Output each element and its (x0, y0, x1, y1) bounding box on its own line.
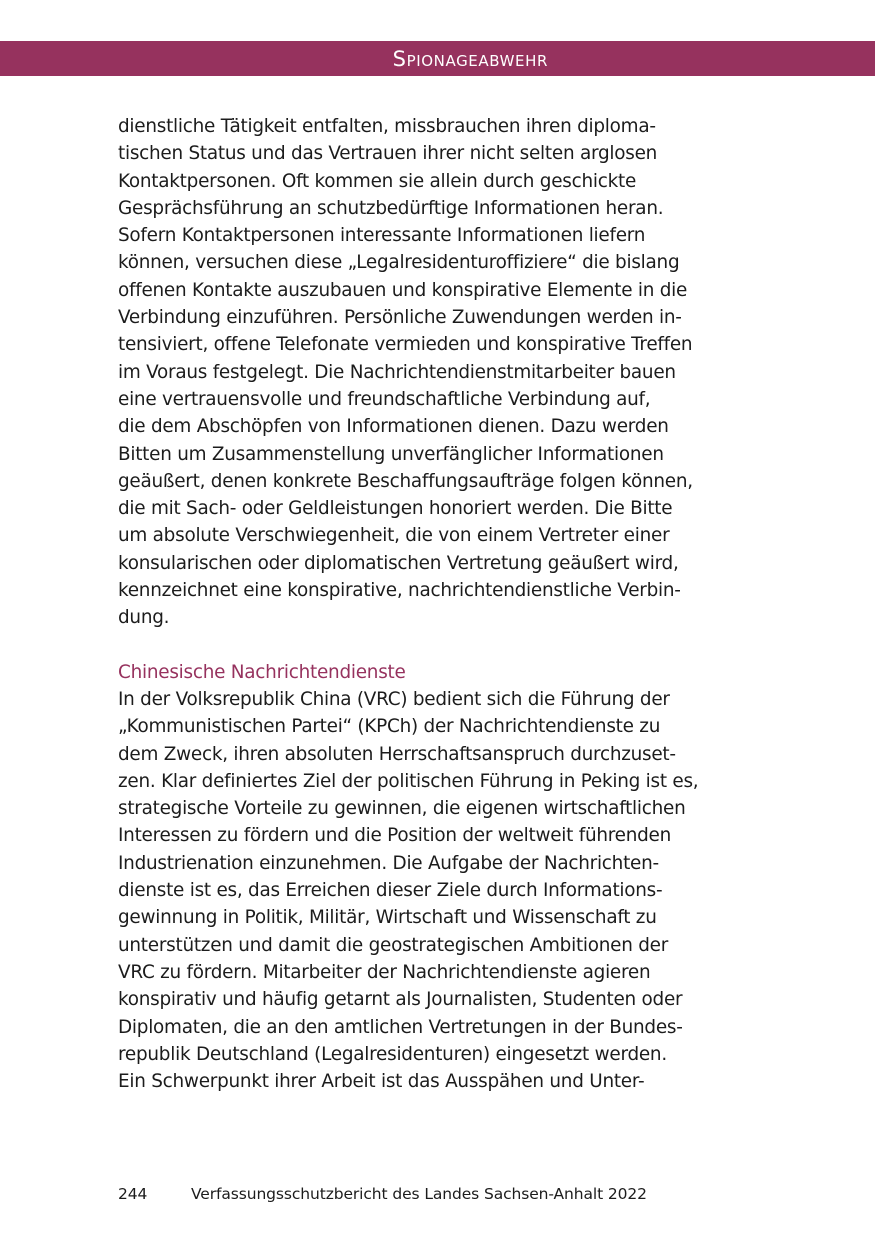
paragraph-gap (118, 632, 758, 659)
text-line: dienste ist es, das Erreichen dieser Ziele durch Informations- (118, 880, 663, 902)
text-line: Bitten um Zusammenstellung unverfänglicher Informationen (118, 443, 664, 465)
text-line: Industrienation einzunehmen. Die Aufgabe der Nachrichten- (118, 852, 659, 874)
text-line: unterstützen und damit die geostrategischen Ambitionen der (118, 934, 669, 956)
text-line: um absolute Verschwiegenheit, die von einem Vertreter einer (118, 525, 670, 547)
text-line: konsularischen oder diplomatischen Vertretung geäußert wird, (118, 552, 679, 574)
text-line: eine vertrauensvolle und freundschaftliche Verbindung auf, (118, 388, 651, 410)
publication-title: Verfassungsschutzbericht des Landes Sachsen-Anhalt 2022 (191, 1185, 647, 1203)
text-line: Kontaktpersonen. Oft kommen sie allein durch geschickte (118, 170, 637, 192)
page-content (118, 113, 758, 1095)
text-line: In der Volksrepublik China (VRC) bedient sich die Führung der (118, 688, 670, 710)
text-line: republik Deutschland (Legalresidenturen) eingesetzt werden. (118, 1043, 667, 1065)
section-title: Spionageabwehr (392, 47, 548, 71)
text-line: können, versuchen diese „Legalresidenturoffiziere“ die bislang (118, 252, 680, 274)
page-number: 244 (118, 1185, 148, 1203)
text-line: tischen Status und das Vertrauen ihrer nicht selten arglosen (118, 143, 658, 165)
text-line: offenen Kontakte auszubauen und konspirative Elemente in die (118, 279, 688, 301)
section-header-band (0, 41, 875, 76)
text-line: Ein Schwerpunkt ihrer Arbeit ist das Ausspähen und Unter- (118, 1071, 645, 1093)
text-line: VRC zu fördern. Mitarbeiter der Nachrichtendienste agieren (118, 961, 651, 983)
page-footer (118, 1182, 647, 1206)
text-line: „Kommunistischen Partei“ (KPCh) der Nachrichtendienste zu (118, 716, 661, 738)
body-paragraph (118, 113, 758, 632)
text-line: gewinnung in Politik, Militär, Wirtschaft und Wissenschaft zu (118, 907, 657, 929)
text-line: Diplomaten, die an den amtlichen Vertretungen in der Bundes- (118, 1016, 683, 1038)
text-line: im Voraus festgelegt. Die Nachrichtendienstmitarbeiter bauen (118, 361, 676, 383)
text-line: dem Zweck, ihren absoluten Herrschaftsanspruch durchzuset- (118, 743, 676, 765)
section-chinese-intelligence (118, 659, 758, 1096)
text-line: dienstliche Tätigkeit entfalten, missbrauchen ihren diploma- (118, 116, 656, 137)
text-line: dung. (118, 607, 170, 629)
text-line: Verbindung einzuführen. Persönliche Zuwendungen werden in- (118, 307, 682, 329)
text-line: geäußert, denen konkrete Beschaffungsaufträge folgen können, (118, 470, 693, 492)
text-line: zen. Klar definiertes Ziel der politischen Führung in Peking ist es, (118, 770, 699, 792)
section-heading: Chinesische Nachrichtendienste (118, 661, 406, 683)
text-line: Interessen zu fördern und die Position der weltweit führenden (118, 825, 672, 847)
text-line: die mit Sach- oder Geldleistungen honoriert werden. Die Bitte (118, 498, 673, 520)
text-line: strategische Vorteile zu gewinnen, die eigenen wirtschaftlichen (118, 798, 686, 820)
text-line: kennzeichnet eine konspirative, nachrichtendienstliche Verbin- (118, 580, 681, 602)
text-line: tensiviert, offene Telefonate vermieden und konspirative Treffen (118, 334, 693, 356)
text-line: konspirativ und häufig getarnt als Journalisten, Studenten oder (118, 989, 683, 1011)
text-line: Sofern Kontaktpersonen interessante Informationen liefern (118, 225, 646, 247)
text-line: Gesprächsführung an schutzbedürftige Informationen heran. (118, 197, 664, 219)
text-line: die dem Abschöpfen von Informationen dienen. Dazu werden (118, 416, 669, 438)
